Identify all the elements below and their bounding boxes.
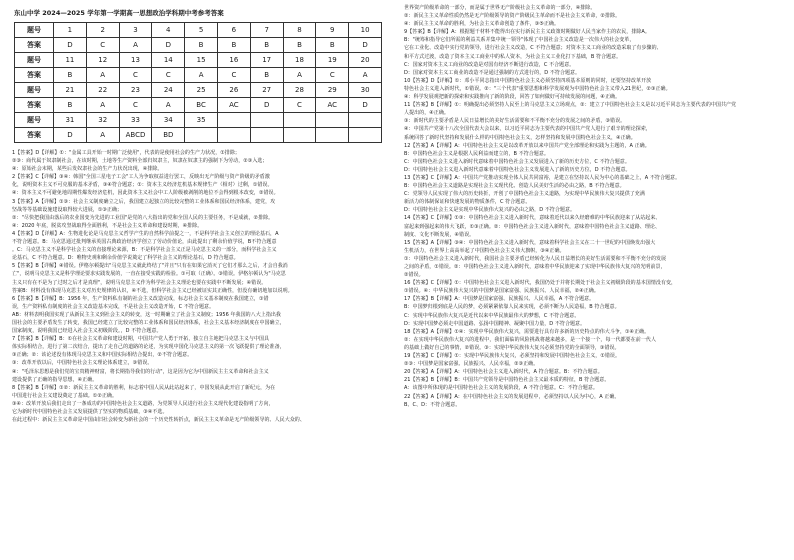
explanation-line: C：中国特色社会主义进入新时代意味着中国特色社会主义发展进入了新的历史方位，C 不符合题意。	[404, 158, 630, 165]
explanation-line: 16【答案】C【详解】①：中国特色社会主义进入新时代，我国仍处于并将长期处于社会主义初级阶段的基本国情没有变，	[404, 280, 677, 287]
answer-cell: A	[185, 68, 218, 83]
answer-cell: C	[217, 68, 250, 83]
explanation-line: 8【答案】B【详解】①②：新民主主义革命的胜利，标志着中国人民从此站起来了，中国发展从此开启了新纪元，为在	[12, 384, 276, 391]
answer-cell: 19	[316, 53, 349, 68]
explanation-line: D：中国特色社会主义是实现中华民族伟大复兴的必由之路，D 不符合题意。	[404, 207, 576, 214]
explanation-line: 21【答案】B【详解】B：中国共产党领导是中国特色社会主义最本质的特征，B 符合题意。	[404, 377, 610, 384]
answer-cell: 28	[283, 83, 316, 98]
answer-cell: 14	[152, 53, 185, 68]
answer-cell: 2	[86, 23, 119, 38]
explanation-line: 20【答案】A【详解】A：中国特色社会主义进入新时代，A 符合题意。B：不符合题意。	[404, 369, 603, 376]
answer-cell: C	[316, 68, 349, 83]
right-explanations	[404, 4, 786, 409]
explanation-line: 误，生产资料私有制度的社会主义改造基本完成，不是社会主义改造开始，C 不符合题意。	[12, 303, 215, 310]
answer-cell: BD	[152, 128, 185, 143]
explanation-line: 17【答案】B【详解】A：中国梦是国家富强、民族振兴、人民幸福，A 不符合题意。	[404, 296, 595, 303]
answer-cell: 27	[250, 83, 283, 98]
answer-cell: BC	[185, 98, 218, 113]
row-header: 答案	[15, 68, 54, 83]
answer-cell: 33	[119, 113, 152, 128]
answer-cell: 20	[349, 53, 382, 68]
explanation-line: ③正确；②：该论述没有体现马克思主义和中国实际相结合提出，②不符合题意。	[12, 352, 193, 359]
answer-cell: C	[119, 68, 152, 83]
answer-cell: B	[185, 38, 218, 53]
answer-table-row	[15, 68, 382, 83]
explanation-line: B："统筹和指导它们所需的利益关系并集中统一领导"体现了中国社会主义改造是一次伟大的社会变革，	[404, 37, 635, 44]
answer-cell: 18	[283, 53, 316, 68]
explanation-line: 特色社会主义进入新时代，①错误。②："三个代表"重要思想和科学发展观为中国特色社会主义带入21世纪，②③正确。	[404, 85, 671, 92]
explanation-line: ④："毛泽东思想是我们党的宝贵精神财富，将长期指导我们的行动"，这是因为它为中国新民主主义革命和社会主义	[12, 368, 269, 375]
answer-cell: 25	[185, 83, 218, 98]
answer-cell: 9	[316, 23, 349, 38]
answer-cell: B	[316, 38, 349, 53]
answer-cell: A	[152, 98, 185, 113]
answer-cell	[349, 128, 382, 143]
explanation-line: ④：2020 年底，脱贫攻坚战取得全面胜利，不是社会主义革命和建设时期，④排除。	[12, 222, 203, 229]
explanation-line: 14【答案】C【详解】①③：中国特色社会主义进入新时代，意味着近代以来久经磨难的中华民族迎来了从站起来、	[404, 215, 661, 222]
explanation-line: ④：科学发展观把新的探索和实践推向了新的阶段，回答了如何做好可持续发展的问题，④正确。	[404, 94, 621, 101]
explanation-line: 亡"，说明马克思主义是科学理论要求实践发展的，一直在接受实践的检验。①可取（正确）。③错误。伊格尔顿认为"马克思	[12, 271, 286, 278]
explanation-line: 11【答案】B【详解】①：明确提出必须坚持人民至上的马克思主义立场观点，②：建立了中国特色社会主义是以习近平同志为主要代表的中国共产党	[404, 102, 737, 109]
answer-cell: AC	[217, 98, 250, 113]
answer-cell: C	[119, 98, 152, 113]
explanation-line: 3【答案】A【详解】①③：社会主义制度确立之后，我国建立起独立的比较完整的工业体系和国民经济体系，建党，攻	[12, 198, 276, 205]
explanation-line: ②：在实现中华民族伟大复兴的进程中，我们面临的风险挑战将越来越多，是一个接一个，每一代都要在前一代人	[404, 336, 656, 343]
answer-cell: B	[54, 98, 87, 113]
explanation-line: ②："尽快把我国由落后的农业国变为先进的工业国"是党的八大指出的党和全国人民的主要任务，不是成就，②排除。	[12, 214, 274, 221]
explanation-line: 生机活力，在世界上高高举起了中国特色社会主义伟大旗帜，③④正确。	[404, 247, 565, 254]
answer-table-row	[15, 53, 382, 68]
explanation-line: 人提出的，④正确。	[404, 110, 449, 117]
explanation-line: D：实现中国梦必须走中国道路、弘扬中国精神、凝聚中国力量，D 不符合题意。	[404, 320, 586, 327]
explanation-line: 。C：马克思主义不是科学社会主义的直接理论来源，B：不是科学社会主义正是马克思主义的一部分，而科学社会主义	[12, 247, 277, 254]
explanation-line: A：该图中所体现的是中国特色社会主义的发展阶段，A 不符合题意。C：不符合题意。	[404, 385, 598, 392]
explanation-line: 答案B：材料没有体现马克思主义对历史规律的认识，④不选，但科学社会主义已经被证实其正确性，但没有确切地加以说明。	[12, 287, 293, 294]
answer-cell: 23	[119, 83, 152, 98]
explanation-line: 主义只有在不是为了过时之后才是真理"，说明马克思主义作为科学社会主义理论也要在实践中不断发展；④错误。	[12, 279, 267, 286]
explanation-line: ④：中国共产党第十八次全国代表大会以来，以习近平同志为主要代表的中国共产党人进行了艰辛的理论探索，	[404, 126, 651, 133]
explanation-line: ④：资本主义不可避免地周期性爆发经济危机，因此资本主义社会中工人阶级被剥削的地位不会得到根本改变，②错误。	[12, 190, 279, 197]
explanation-line: ③：改革开放以后，中国特色社会主义理论体系建立，③错误。	[12, 360, 153, 367]
answer-cell: A	[283, 68, 316, 83]
answer-cell	[250, 128, 283, 143]
answer-cell: A	[349, 68, 382, 83]
explanation-line: 在此过程中：新民主主义革命是中国由旧社会转变为新社会的一个历史性转折点，新民主主义革命是无产阶级领导的、人民大众的、	[12, 417, 305, 424]
answer-cell: C	[86, 38, 119, 53]
explanation-line: 制度、文化不断发展，④错误。	[404, 231, 475, 238]
explanation-line: 它为新时代中国特色社会主义发展提供了坚实的物质基础，③④不选。	[12, 409, 168, 415]
explanation-line: 10【答案】D【详解】①：邓小平同志指出中国特色社会主义必须坚持四项基本原则的同时，还要坚持改革开放	[404, 77, 652, 84]
answer-cell: 35	[185, 113, 218, 128]
explanation-line: C：党领导人民实现了伟大的历史转折，开创了中国特色社会主义道路，为实现中华民族伟大复兴提供了充满	[404, 191, 645, 198]
row-header: 题号	[15, 83, 54, 98]
answer-cell: 13	[119, 53, 152, 68]
answer-cell: 15	[185, 53, 218, 68]
explanation-line: 22【答案】A【详解】A：在中国特色社会主义的发展进程中，必须坚持以人民为中心，A 正确。	[404, 393, 620, 400]
answer-table-row	[15, 98, 382, 113]
explanation-line: 15【答案】A【详解】③④：中国特色社会主义进入新时代，意味着科学社会主义在二十一世纪的中国焕发出强大	[404, 239, 656, 246]
answer-cell: D	[54, 38, 87, 53]
answer-cell: D	[349, 38, 382, 53]
answer-cell: B	[250, 68, 283, 83]
document-title: 东山中学 2024—2025 学年第一学期高一思想政治学科期中考参考答案	[14, 9, 224, 17]
explanation-line: 它在工业化、改造中实行党的领导，进行社会主义改造，C 不符合题意；对资本主义工商业的改造采取了有步骤的、	[404, 45, 662, 52]
explanation-line: ②③：中国梦是国家富强、民族振兴、人民幸福，②③正确。	[404, 361, 539, 368]
explanation-line: 国家制度，说明我国已经进入社会主义初级阶段。，D 不符合题意。	[12, 328, 162, 335]
explanation-line: 和平方式过渡，改造了资本主义工商业中的私人资本，为社会主义工业化打下基础，B 符合题意。	[404, 53, 622, 60]
answer-cell: 16	[217, 53, 250, 68]
answer-cell: AC	[316, 98, 349, 113]
explanation-line: 18【答案】A【详解】①④：实现中华民族伟大复兴，需要进行具有许多新的历史特点的伟大斗争，①④正确。	[404, 328, 650, 335]
answer-cell: 3	[119, 23, 152, 38]
answer-cell	[316, 113, 349, 128]
answer-cell: 4	[152, 23, 185, 38]
answer-cell: A	[86, 98, 119, 113]
answer-cell: 12	[86, 53, 119, 68]
answer-cell: 10	[349, 23, 382, 38]
answer-cell: 8	[283, 23, 316, 38]
answer-cell	[283, 113, 316, 128]
explanation-line: 6【答案】B【详解】B：1956 年，生产资料私有制的社会主义改造完成，标志社会主义基本制度在我国建立，①错	[12, 295, 269, 302]
explanation-line: 系统回答了新时代坚持和发展什么样的中国特色社会主义，怎样坚持和发展中国特色社会主义，④正确。	[404, 134, 636, 141]
row-header: 答案	[15, 38, 54, 53]
explanation-line: 9【答案】B【详解】A：根据题干材料不能得出在实行新民主主义政策时期做好人民当家作主的农民，排除A。	[404, 29, 650, 36]
answer-cell: 7	[250, 23, 283, 38]
explanation-line: 2【答案】C【详解】③④：韩国"全国三星电子工会"工人为争取权益进行罢工，反映出无产阶级与资产阶级的矛盾激	[12, 174, 270, 181]
answer-cell	[250, 113, 283, 128]
answer-cell: 6	[217, 23, 250, 38]
explanation-line: 之间的矛盾，①错误。②：中国特色社会主义进入新时代，意味着中华民族迎来了实现中华民族伟大复兴的光明前景，	[404, 264, 666, 270]
answer-table-row	[15, 23, 382, 38]
answer-cell: B	[217, 38, 250, 53]
row-header: 答案	[15, 98, 54, 113]
answer-cell: 24	[152, 83, 185, 98]
explanation-line: 的基础上做好自己的事情，②错误。③：实现中华民族伟大复兴必须坚持党的全面领导，③错误。	[404, 344, 620, 351]
answer-cell: 26	[217, 83, 250, 98]
answer-cell: 30	[349, 83, 382, 98]
explanation-line: D：国家对资本主义工商业的改造不是通过强制的方式进行的，D 不符合题意。	[404, 69, 581, 76]
explanation-line: B：中国梦归根到底是人民的梦，必须紧紧依靠人民来实现，必须不断为人民造福，B 符合题意。	[404, 304, 620, 311]
explanation-line: 国社会的主要矛盾发生了转变，我国已经建立了比较完整的工业体系和国民经济体系，社会主义基本经济制度在中国确立，	[12, 319, 285, 326]
answer-cell: C	[152, 68, 185, 83]
answer-cell	[316, 128, 349, 143]
explanation-line: ②错误。	[404, 272, 424, 279]
explanation-line: 7【答案】B【详解】B：①在社会主义革命和建设时期，中国共产党人勇于开拓，独立自主地把马克思主义与中国具	[12, 336, 270, 343]
answer-cell: D	[152, 38, 185, 53]
answer-cell: D	[250, 98, 283, 113]
answer-cell: 34	[152, 113, 185, 128]
explanation-line: C：国家对资本主义工商业的改造是对国有经济不断进行改造，C 不合题意。	[404, 61, 575, 68]
answer-cell: A	[119, 38, 152, 53]
answer-table	[14, 22, 382, 143]
explanation-line: ①：中国特色社会主义进入新时代，我国社会主要矛盾已经转化为人民日益增长的美好生活需要和不平衡不充分的发展	[404, 255, 667, 262]
row-header: 题号	[15, 23, 54, 38]
explanation-line: 论基石，C 不符合题意。D：唯物史观和剩余价值学说奠定了科学社会主义的理论基石，D 符合题意。	[12, 255, 239, 262]
row-header: 题号	[15, 113, 54, 128]
answer-table-row	[15, 83, 382, 98]
row-header: 题号	[15, 53, 54, 68]
answer-cell: 11	[54, 53, 87, 68]
answer-cell: 1	[54, 23, 87, 38]
left-column	[8, 0, 390, 560]
left-explanations	[12, 149, 390, 424]
answer-cell: 17	[250, 53, 283, 68]
answer-cell: 22	[86, 83, 119, 98]
answer-cell: 29	[316, 83, 349, 98]
explanation-line: 化，说明资本主义不可克服的基本矛盾，③④符合题意；①：资本主义经济危机基本规律生产（相对）过剩，①错误。	[12, 182, 273, 189]
explanation-line: 4【答案】D【详解】A：生物进化论是马克思主义哲学产生的自然科学前提之一，不是科学社会主义创立的理论基石，A	[12, 230, 279, 237]
explanation-line: C：实现中华民族伟大复兴是近代以来中华民族最伟大的梦想，C 不符合题意。	[404, 312, 580, 319]
explanation-line: 新活力的体制保证和快速发展的物质条件，C 符合题意。	[404, 199, 531, 206]
explanation-line: ②：新民主主义革命性质仍然是无产阶级领导的资产阶级民主革命而不是社会主义革命，②排除。	[404, 13, 621, 20]
explanation-line: 世界资产阶级革命的一部分，而是属于世界无产阶级社会主义革命的一部分，④排除。	[404, 5, 596, 11]
explanation-line: 中国进行社会主义建设奠定了基础。①②正确。	[12, 392, 118, 399]
answer-table-row	[15, 128, 382, 143]
explanation-line: AB：材料表明我国实现了从新民主主义到社会主义的转变，这一时期确立了社会主义制度；1956 年我国的八大上指出我	[12, 311, 281, 318]
explanation-line: 19【答案】C【详解】①：实现中华民族伟大复兴，必须坚持和发展中国特色社会主义，①错误。	[404, 353, 621, 360]
answer-cell: 32	[86, 113, 119, 128]
answer-table-row	[15, 38, 382, 53]
explanation-line: 1【答案】D【详解】①："金属工具开始一时期广泛使用"，代表的是使用社会的生产力状况，①排除；	[12, 150, 240, 156]
answer-cell: A	[86, 68, 119, 83]
row-header: 答案	[15, 128, 54, 143]
explanation-line: B：中国特色社会主义是根据人民利益而建立的，B 不符合题意。	[404, 150, 549, 157]
answer-cell: A	[86, 128, 119, 143]
explanation-line: 富起来到强起来的伟大飞跃，①③正确。②：中国特色社会主义进入新时代，意味着中国特色社会主义道路、理论、	[404, 223, 661, 230]
explanation-line: ①错误。④：中华民族伟大复兴的中国梦是国家富强、民族振兴、人民幸福，②④正确。	[404, 288, 599, 295]
answer-table-row	[15, 113, 382, 128]
answer-cell: B	[54, 68, 87, 83]
answer-cell	[185, 128, 218, 143]
explanation-line: 体实际相结合，进行了第二次结合，提出了走自己的道路的论述，为实现中国化马克思主义的第一次飞跃提供了理论准备，	[12, 344, 285, 351]
answer-cell	[283, 128, 316, 143]
answer-cell	[349, 113, 382, 128]
answer-cell: D	[54, 128, 87, 143]
explanation-line: ③：新时代的主要矛盾是人民日益增长的美好生活需要和不平衡不充分的发展之间的矛盾，③错误。	[404, 118, 626, 125]
explanation-line: 5【答案】B【详解】④错误。伊格尔顿提出"马克思主义就此终结了"并且"只有在如果它消灭了它们才那么之后，才会自我消	[12, 263, 288, 270]
answer-cell: 5	[185, 23, 218, 38]
right-column	[404, 0, 786, 560]
explanation-line: ②③：商代属于奴隶制社会，在该时期，土地等生产资料全部归奴隶主，奴隶在奴隶主的强制下为劳动，②③入选；	[12, 158, 268, 165]
explanation-line: ④：原始社会末期，某些后发奴隶社会的生产力状况出现，④排除。	[12, 166, 163, 173]
answer-cell: B	[283, 38, 316, 53]
explanation-line: ④：新民主主义革命的胜利，为社会主义革命创造了条件，③⑤正确。	[404, 21, 560, 28]
answer-cell: 21	[54, 83, 87, 98]
answer-cell: B	[250, 38, 283, 53]
explanation-line: 建设提供了正确的指导思想，④正确。	[12, 376, 98, 383]
answer-cell: 31	[54, 113, 87, 128]
explanation-line: D：中国特色社会主义进入新时代意味着中国特色社会主义发展进入了新的历史方位，D 不符合题意。	[404, 166, 631, 173]
explanation-line: 不符合题意。B：马克思通过批判继承英国古典政治经济学创立了劳动价值论，由此提出了剩余价值学说，B不符合题意	[12, 239, 277, 246]
explanation-line: B：中国特色社会主义道路是实现社会主义现代化、创造人民美好生活的必由之路，B 不符合题意。	[404, 183, 625, 190]
explanation-line: 坚战等等基础设施建设取得较大进展，①③正确；	[12, 206, 123, 213]
answer-cell: C	[283, 98, 316, 113]
explanation-line: 13【答案】C【详解】A：中国共产党推动实现全体人民共同富裕，是建立在坚持以人民为中心的基础之上，A 不符合题意。	[404, 174, 681, 181]
answer-cell: D	[349, 98, 382, 113]
answer-cell	[217, 113, 250, 128]
answer-cell	[217, 128, 250, 143]
explanation-line: B、C、D：不符合题意。	[404, 401, 461, 408]
explanation-line: 12【答案】A【详解】A：中国特色社会主义是以改革开放以来中国共产党全部理论和实践为主题的，A 正确。	[404, 142, 650, 149]
explanation-line: ③④：改革开放后我们走出了一条成功的中国特色社会主义道路，为党领导人民进行社会主义现代化建设指明了方向，	[12, 400, 274, 407]
answer-cell: ABCD	[119, 128, 152, 143]
